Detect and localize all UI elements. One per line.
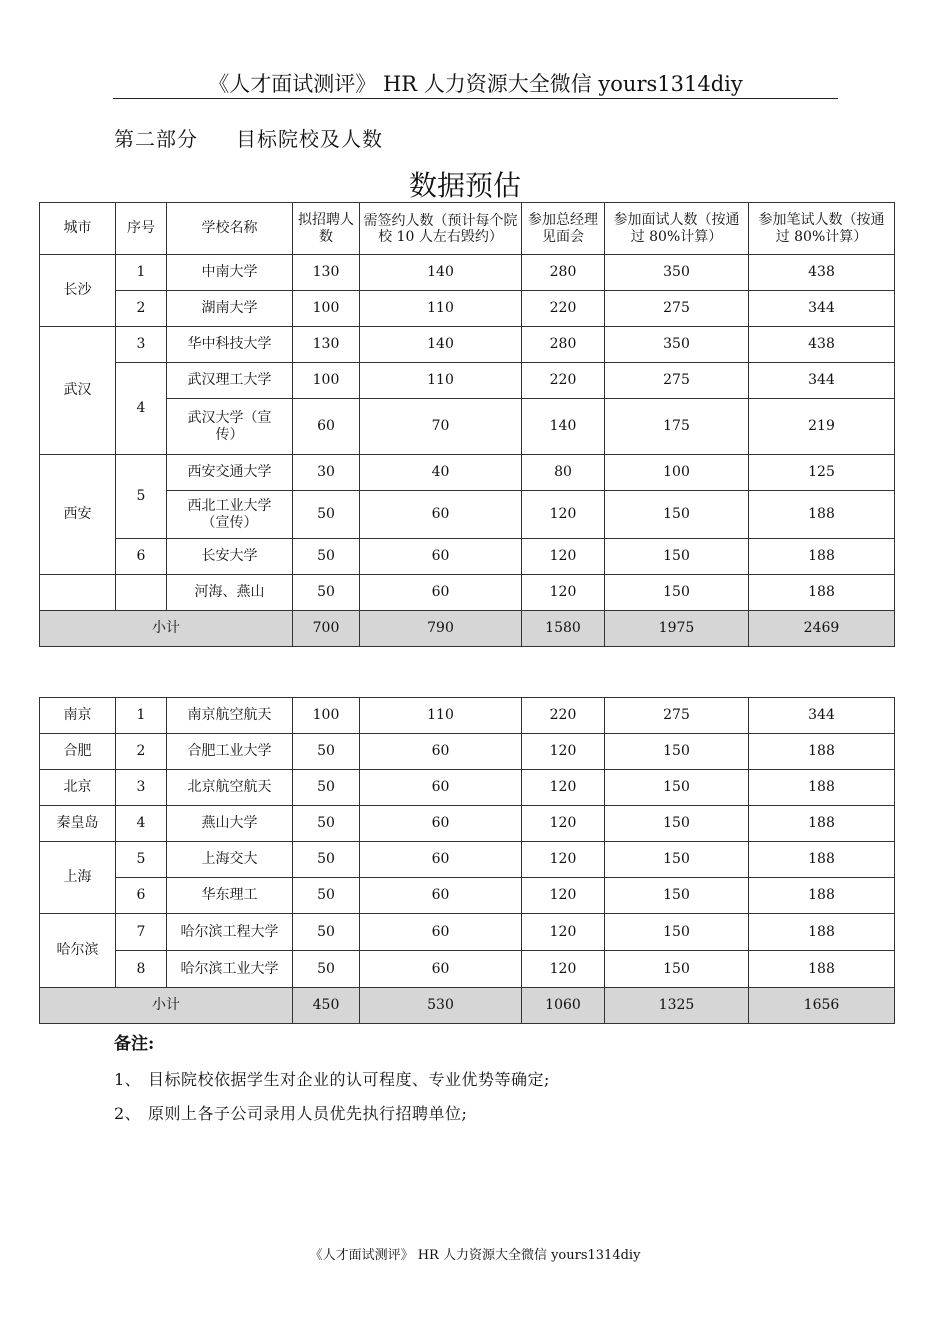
value-cell: 220 (522, 291, 605, 327)
value-cell: 120 (522, 806, 605, 842)
value-cell: 60 (293, 399, 360, 455)
value-cell: 120 (522, 491, 605, 539)
notes-heading: 备注: (114, 1034, 155, 1054)
value-cell: 60 (360, 491, 522, 539)
value-cell: 50 (293, 914, 360, 951)
header-cell: 参加面试人数（按通过 80%计算） (605, 203, 749, 255)
subtotal-cell: 1060 (522, 988, 605, 1024)
value-cell: 50 (293, 951, 360, 988)
value-cell: 110 (360, 291, 522, 327)
value-cell: 100 (293, 291, 360, 327)
school-cell: 合肥工业大学 (167, 734, 293, 770)
table-row (40, 914, 895, 951)
school-cell: 长安大学 (167, 539, 293, 575)
note-item (114, 1067, 550, 1093)
value-cell: 188 (749, 842, 895, 878)
value-cell: 50 (293, 734, 360, 770)
header-divider (113, 98, 838, 99)
header-cell: 需签约人数（预计每个院校 10 人左右毁约） (360, 203, 522, 255)
value-cell: 60 (360, 878, 522, 914)
value-cell: 280 (522, 327, 605, 363)
school-cell: 湖南大学 (167, 291, 293, 327)
seq-cell: 5 (116, 842, 167, 878)
seq-cell: 4 (116, 363, 167, 455)
city-cell (40, 575, 116, 611)
value-cell: 188 (749, 806, 895, 842)
subtotal-row (40, 611, 895, 647)
school-cell: 南京航空航天 (167, 698, 293, 734)
value-cell: 150 (605, 734, 749, 770)
note-number: 1、 (114, 1070, 142, 1089)
city-cell: 合肥 (40, 734, 116, 770)
table-row (40, 951, 895, 988)
value-cell: 350 (605, 327, 749, 363)
header-cell: 参加总经理见面会 (522, 203, 605, 255)
table-title: 数据预估 (408, 169, 521, 202)
value-cell: 140 (360, 327, 522, 363)
value-cell: 110 (360, 363, 522, 399)
table-row (40, 734, 895, 770)
value-cell: 140 (360, 255, 522, 291)
section-label: 第二部分 (114, 127, 198, 151)
value-cell: 30 (293, 455, 360, 491)
seq-cell: 3 (116, 770, 167, 806)
subtotal-cell: 1656 (749, 988, 895, 1024)
subtotal-cell: 450 (293, 988, 360, 1024)
estimate-table-1 (39, 202, 895, 647)
value-cell: 188 (749, 878, 895, 914)
value-cell: 188 (749, 770, 895, 806)
value-cell: 344 (749, 291, 895, 327)
value-cell: 150 (605, 491, 749, 539)
subtotal-label: 小计 (40, 611, 293, 647)
header-cell: 学校名称 (167, 203, 293, 255)
city-cell: 南京 (40, 698, 116, 734)
value-cell: 120 (522, 770, 605, 806)
school-cell: 中南大学 (167, 255, 293, 291)
value-cell: 275 (605, 291, 749, 327)
header-cell: 拟招聘人数 (293, 203, 360, 255)
table-row (40, 698, 895, 734)
seq-cell: 7 (116, 914, 167, 951)
seq-cell: 6 (116, 539, 167, 575)
value-cell: 150 (605, 842, 749, 878)
seq-cell: 5 (116, 455, 167, 539)
seq-cell (116, 575, 167, 611)
table-row (40, 363, 895, 399)
value-cell: 150 (605, 806, 749, 842)
value-cell: 188 (749, 539, 895, 575)
value-cell: 50 (293, 878, 360, 914)
school-cell: 上海交大 (167, 842, 293, 878)
subtotal-cell: 700 (293, 611, 360, 647)
value-cell: 60 (360, 770, 522, 806)
school-cell: 武汉理工大学 (167, 363, 293, 399)
value-cell: 150 (605, 575, 749, 611)
value-cell: 40 (360, 455, 522, 491)
value-cell: 188 (749, 914, 895, 951)
table-row (40, 575, 895, 611)
school-cell: 西北工业大学（宣传） (167, 491, 293, 539)
section-heading: 目标院校及人数 (236, 127, 383, 151)
value-cell: 344 (749, 698, 895, 734)
value-cell: 275 (605, 698, 749, 734)
value-cell: 100 (605, 455, 749, 491)
document-header: 《人才面试测评》 HR 人力资源大全微信 yours1314diy (208, 72, 743, 96)
seq-cell: 2 (116, 291, 167, 327)
school-cell: 西安交通大学 (167, 455, 293, 491)
city-cell: 哈尔滨 (40, 914, 116, 988)
note-item (114, 1101, 467, 1127)
value-cell: 150 (605, 951, 749, 988)
value-cell: 120 (522, 842, 605, 878)
value-cell: 50 (293, 842, 360, 878)
value-cell: 60 (360, 951, 522, 988)
seq-cell: 4 (116, 806, 167, 842)
note-number: 2、 (114, 1104, 142, 1123)
value-cell: 220 (522, 698, 605, 734)
estimate-table-2 (39, 697, 895, 1024)
value-cell: 50 (293, 539, 360, 575)
note-text: 目标院校依据学生对企业的认可程度、专业优势等确定; (148, 1070, 550, 1089)
value-cell: 120 (522, 951, 605, 988)
value-cell: 150 (605, 770, 749, 806)
city-cell: 北京 (40, 770, 116, 806)
value-cell: 70 (360, 399, 522, 455)
value-cell: 275 (605, 363, 749, 399)
subtotal-cell: 1580 (522, 611, 605, 647)
value-cell: 60 (360, 842, 522, 878)
value-cell: 188 (749, 575, 895, 611)
value-cell: 150 (605, 539, 749, 575)
value-cell: 130 (293, 327, 360, 363)
document-footer: 《人才面试测评》 HR 人力资源大全微信 yours1314diy (309, 1248, 641, 1263)
city-cell: 长沙 (40, 255, 116, 327)
city-cell: 西安 (40, 455, 116, 575)
school-cell: 华中科技大学 (167, 327, 293, 363)
school-cell: 北京航空航天 (167, 770, 293, 806)
table-row (40, 291, 895, 327)
header-cell: 参加笔试人数（按通过 80%计算） (749, 203, 895, 255)
value-cell: 60 (360, 734, 522, 770)
value-cell: 60 (360, 539, 522, 575)
subtotal-cell: 1325 (605, 988, 749, 1024)
school-cell: 河海、燕山 (167, 575, 293, 611)
subtotal-cell: 2469 (749, 611, 895, 647)
school-cell: 华东理工 (167, 878, 293, 914)
value-cell: 188 (749, 734, 895, 770)
subtotal-cell: 790 (360, 611, 522, 647)
subtotal-label: 小计 (40, 988, 293, 1024)
value-cell: 60 (360, 806, 522, 842)
table-row (40, 399, 895, 455)
value-cell: 120 (522, 575, 605, 611)
value-cell: 120 (522, 878, 605, 914)
school-cell: 武汉大学（宣传） (167, 399, 293, 455)
city-cell: 上海 (40, 842, 116, 914)
seq-cell: 6 (116, 878, 167, 914)
seq-cell: 8 (116, 951, 167, 988)
subtotal-row (40, 988, 895, 1024)
value-cell: 120 (522, 539, 605, 575)
value-cell: 130 (293, 255, 360, 291)
seq-cell: 1 (116, 255, 167, 291)
value-cell: 50 (293, 491, 360, 539)
note-text: 原则上各子公司录用人员优先执行招聘单位; (148, 1104, 468, 1123)
value-cell: 438 (749, 255, 895, 291)
value-cell: 50 (293, 575, 360, 611)
table-row (40, 806, 895, 842)
table-row (40, 842, 895, 878)
table-header-row (40, 203, 895, 255)
value-cell: 50 (293, 806, 360, 842)
value-cell: 125 (749, 455, 895, 491)
seq-cell: 3 (116, 327, 167, 363)
value-cell: 350 (605, 255, 749, 291)
table-row (40, 491, 895, 539)
value-cell: 100 (293, 363, 360, 399)
school-cell: 哈尔滨工业大学 (167, 951, 293, 988)
value-cell: 188 (749, 491, 895, 539)
value-cell: 219 (749, 399, 895, 455)
value-cell: 150 (605, 914, 749, 951)
value-cell: 80 (522, 455, 605, 491)
value-cell: 175 (605, 399, 749, 455)
city-cell: 武汉 (40, 327, 116, 455)
header-cell: 序号 (116, 203, 167, 255)
value-cell: 280 (522, 255, 605, 291)
value-cell: 120 (522, 914, 605, 951)
value-cell: 140 (522, 399, 605, 455)
seq-cell: 2 (116, 734, 167, 770)
table-row (40, 455, 895, 491)
table-row (40, 770, 895, 806)
city-cell: 秦皇岛 (40, 806, 116, 842)
table-row (40, 255, 895, 291)
table-row (40, 327, 895, 363)
value-cell: 438 (749, 327, 895, 363)
value-cell: 100 (293, 698, 360, 734)
table-row (40, 539, 895, 575)
subtotal-cell: 1975 (605, 611, 749, 647)
value-cell: 188 (749, 951, 895, 988)
seq-cell: 1 (116, 698, 167, 734)
value-cell: 50 (293, 770, 360, 806)
value-cell: 150 (605, 878, 749, 914)
value-cell: 60 (360, 575, 522, 611)
table-row (40, 878, 895, 914)
school-cell: 哈尔滨工程大学 (167, 914, 293, 951)
value-cell: 110 (360, 698, 522, 734)
value-cell: 220 (522, 363, 605, 399)
section-title (114, 124, 383, 154)
subtotal-cell: 530 (360, 988, 522, 1024)
header-cell: 城市 (40, 203, 116, 255)
school-cell: 燕山大学 (167, 806, 293, 842)
value-cell: 60 (360, 914, 522, 951)
value-cell: 344 (749, 363, 895, 399)
value-cell: 120 (522, 734, 605, 770)
